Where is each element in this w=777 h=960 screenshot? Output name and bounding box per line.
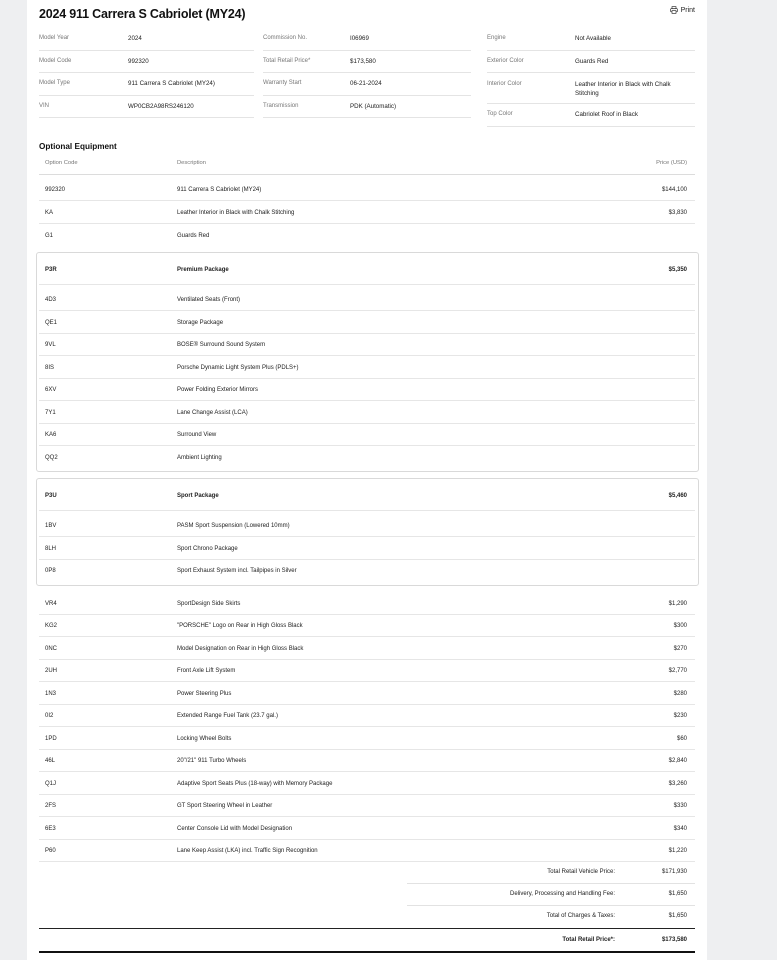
summary-value: $171,930 [661, 869, 687, 875]
spec-label: Top Color [487, 111, 513, 117]
table-row [39, 401, 695, 424]
option-code: 0I2 [45, 713, 54, 719]
specs-column-colors [487, 28, 695, 127]
summary-divider [407, 883, 695, 884]
spec-row [263, 28, 471, 51]
package-header-row [39, 255, 695, 285]
spec-label: Warranty Start [263, 80, 302, 86]
option-price: $230 [673, 713, 687, 719]
option-price: $3,260 [668, 781, 687, 787]
option-price: $1,290 [668, 601, 687, 607]
option-price: $270 [673, 646, 687, 652]
option-code: 1N3 [45, 691, 57, 697]
spec-row [263, 73, 471, 96]
spec-value: 06-21-2024 [350, 80, 382, 87]
option-code: KG2 [45, 623, 58, 629]
option-code: 6XV [45, 387, 57, 393]
table-row [39, 378, 695, 401]
option-description: PASM Sport Suspension (Lowered 10mm) [177, 523, 290, 529]
option-code: 1PD [45, 736, 57, 742]
table-row [39, 682, 695, 705]
option-code: 2UH [45, 668, 58, 674]
table-row [39, 201, 695, 224]
table-row [39, 224, 695, 247]
optional-equipment-heading: Optional Equipment [39, 142, 117, 151]
table-row [39, 794, 695, 817]
table-row [39, 749, 695, 772]
option-code: VR4 [45, 601, 57, 607]
spec-row [39, 28, 254, 51]
option-code: 992320 [45, 187, 66, 193]
total-bottom-rule [39, 951, 695, 953]
option-description: Premium Package [177, 267, 229, 273]
option-description: Ventilated Seats (Front) [177, 297, 241, 303]
option-description: Guards Red [177, 233, 210, 239]
option-description: Sport Package [177, 493, 219, 499]
option-description: Locking Wheel Bolts [177, 736, 232, 742]
option-description: 20"/21" 911 Turbo Wheels [177, 758, 247, 764]
option-price: $5,350 [668, 267, 687, 273]
table-row [39, 637, 695, 660]
option-price: $3,830 [668, 210, 687, 216]
spec-label: VIN [39, 102, 50, 109]
summary-label: Delivery, Processing and Handling Fee: [510, 891, 615, 897]
option-description: Power Folding Exterior Mirrors [177, 387, 259, 393]
option-description: BOSE® Surround Sound System [177, 342, 266, 348]
table-row [39, 423, 695, 446]
spec-row [487, 28, 695, 51]
column-header-code: Option Code [45, 160, 78, 166]
spec-value: I06969 [350, 35, 369, 42]
option-price: $1,220 [668, 848, 687, 854]
spec-label: Model Type [39, 80, 70, 86]
spec-row [487, 73, 695, 104]
specs-column-pricing [263, 28, 471, 118]
spec-label: Model Code [39, 57, 72, 64]
table-row [39, 659, 695, 682]
spec-value: PDK (Automatic) [350, 102, 397, 110]
option-description: Sport Exhaust System incl. Tailpipes in Silver [177, 568, 297, 574]
option-code: P60 [45, 848, 56, 854]
summary-label: Total Retail Vehicle Price: [547, 869, 615, 875]
spec-value: 992320 [128, 57, 149, 65]
option-description: Adaptive Sport Seats Plus (18-way) with Memory Package [177, 781, 333, 787]
spec-label: Model Year [39, 35, 70, 41]
spec-value: Leather Interior in Black with Chalk Stitching [575, 81, 671, 97]
specs-column-vehicle [39, 28, 254, 118]
window-sticker-sheet [27, 0, 707, 960]
option-code: 8IS [45, 365, 55, 371]
summary-divider [407, 905, 695, 906]
option-description: Storage Package [177, 320, 224, 326]
table-row [39, 514, 695, 537]
option-code: 4D3 [45, 297, 57, 303]
option-code: Q1J [45, 781, 57, 787]
table-row [39, 288, 695, 311]
total-divider [39, 928, 695, 929]
option-description: Center Console Lid with Model Designation [177, 826, 293, 832]
option-description: SportDesign Side Skirts [177, 601, 241, 607]
option-code: P3U [45, 493, 57, 499]
option-price: $60 [676, 736, 687, 742]
option-code: 8LH [45, 546, 57, 552]
summary-value: $1,650 [668, 891, 687, 897]
header-divider [39, 174, 695, 175]
print-label: Print [680, 6, 695, 14]
spec-label: Commission No. [263, 35, 308, 41]
option-price: $280 [673, 691, 687, 697]
table-row [39, 772, 695, 795]
option-description: Lane Change Assist (LCA) [177, 410, 248, 416]
spec-row [487, 104, 695, 127]
spec-value: WP0CB2A98RS246120 [128, 102, 194, 110]
table-row [39, 537, 695, 560]
option-code: QQ2 [45, 455, 58, 461]
table-row [39, 839, 695, 862]
option-price: $5,460 [668, 493, 687, 499]
option-description: Extended Range Fuel Tank (23.7 gal.) [177, 713, 278, 719]
option-description: Ambient Lighting [177, 455, 222, 461]
option-price: $300 [673, 623, 687, 629]
option-code: P3R [45, 267, 57, 273]
option-description: Power Steering Plus [177, 691, 232, 697]
table-row [39, 817, 695, 840]
printer-icon [670, 6, 678, 14]
spec-label: Total Retail Price* [263, 57, 311, 64]
table-row [39, 311, 695, 334]
option-price: $340 [673, 826, 687, 832]
option-code: 0P8 [45, 568, 56, 574]
option-description: "PORSCHE" Logo on Rear in High Gloss Black [177, 623, 303, 629]
option-code: G1 [45, 233, 54, 239]
spec-row [263, 96, 471, 119]
option-price: $144,100 [661, 187, 687, 193]
table-row [39, 704, 695, 727]
option-description: Lane Keep Assist (LKA) incl. Traffic Sign Recognition [177, 848, 318, 854]
spec-value: 911 Carrera S Cabriolet (MY24) [128, 80, 215, 87]
page-title: 2024 911 Carrera S Cabriolet (MY24) [39, 7, 246, 21]
option-description: Model Designation on Rear in High Gloss Black [177, 646, 304, 652]
spec-row [39, 51, 254, 74]
option-code: 9VL [45, 342, 56, 348]
print-button[interactable] [670, 6, 695, 14]
spec-value: Guards Red [575, 57, 609, 65]
spec-value: $173,580 [350, 57, 376, 65]
table-row [39, 356, 695, 379]
table-row [39, 333, 695, 356]
spec-label: Transmission [263, 102, 299, 109]
option-code: 2FS [45, 803, 57, 809]
option-price: $330 [673, 803, 687, 809]
package-header-row [39, 481, 695, 511]
option-description: 911 Carrera S Cabriolet (MY24) [177, 187, 262, 193]
summary-label: Total of Charges & Taxes: [546, 913, 615, 919]
spec-label: Engine [487, 35, 506, 41]
table-row [39, 559, 695, 582]
table-row [39, 178, 695, 201]
option-code: 6E3 [45, 826, 56, 832]
table-row [39, 727, 695, 750]
summary-label: Total Retail Price*: [562, 937, 615, 943]
option-code: QE1 [45, 320, 58, 326]
option-price: $2,770 [668, 668, 687, 674]
spec-row [39, 73, 254, 96]
spec-label: Exterior Color [487, 57, 524, 64]
option-code: KA [45, 210, 54, 216]
option-description: GT Sport Steering Wheel in Leather [177, 803, 273, 809]
option-code: 7Y1 [45, 410, 56, 416]
option-code: 46L [45, 758, 56, 764]
option-code: 0NC [45, 646, 58, 652]
summary-value: $1,650 [668, 913, 687, 919]
table-row [39, 592, 695, 615]
spec-value: Cabriolet Roof in Black [575, 111, 638, 118]
column-header-price: Price (USD) [656, 160, 687, 166]
option-description: Porsche Dynamic Light System Plus (PDLS+) [177, 365, 299, 371]
summary-value: $173,580 [661, 937, 687, 943]
option-description: Sport Chrono Package [177, 546, 238, 552]
option-description: Surround View [177, 432, 217, 438]
spec-row [487, 51, 695, 74]
table-row [39, 446, 695, 469]
option-price: $2,840 [668, 758, 687, 764]
spec-value: Not Available [575, 35, 612, 42]
option-description: Leather Interior in Black with Chalk Stitching [177, 210, 295, 216]
option-description: Front Axle Lift System [177, 668, 236, 674]
option-code: 1BV [45, 523, 57, 529]
spec-label: Interior Color [487, 81, 522, 87]
column-header-description: Description [177, 160, 206, 166]
spec-value: 2024 [128, 35, 142, 42]
option-code: KA6 [45, 432, 57, 438]
table-row [39, 614, 695, 637]
spec-row [39, 96, 254, 119]
spec-row [263, 51, 471, 74]
